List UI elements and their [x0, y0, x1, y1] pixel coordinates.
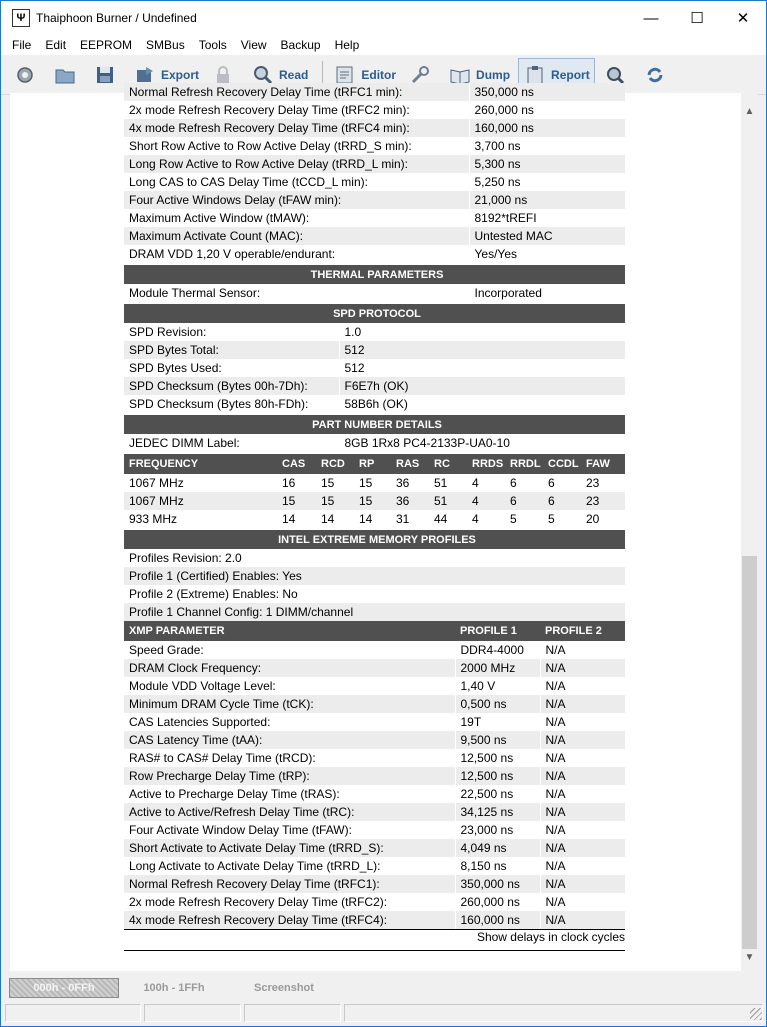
xmp-cell: N/A	[540, 677, 625, 695]
frequency-cell: 51	[429, 492, 467, 510]
section-header-xmp: INTEL EXTREME MEMORY PROFILES	[124, 529, 625, 549]
frequency-cell: 14	[277, 510, 316, 528]
xmp-cell: N/A	[540, 857, 625, 875]
field-label: Maximum Activate Count (MAC):	[124, 227, 469, 245]
menu-bar	[1, 35, 766, 55]
xmp-cell: 12,500 ns	[455, 767, 540, 785]
frequency-cell: 1067 MHz	[124, 474, 277, 492]
resize-grip-icon[interactable]	[750, 1008, 762, 1020]
field-label: SPD Checksum (Bytes 00h-7Dh):	[124, 377, 339, 395]
xmp-row	[124, 857, 625, 875]
frequency-cell: 5	[505, 510, 543, 528]
xmp-cell: DRAM Clock Frequency:	[124, 659, 455, 677]
frequency-cell: 44	[429, 510, 467, 528]
dump-label: Dump	[476, 67, 511, 82]
xmp-cell: Normal Refresh Recovery Delay Time (tRFC1):	[124, 875, 455, 893]
field-label: 2x mode Refresh Recovery Delay Time (tRFC2 min):	[124, 101, 469, 119]
menu-view[interactable]: View	[240, 38, 267, 52]
timing-row	[124, 191, 625, 209]
status-bar	[1, 1002, 766, 1024]
xmp-cell: N/A	[540, 641, 625, 659]
timing-table	[124, 83, 625, 263]
xmp-row	[124, 695, 625, 713]
save-button[interactable]	[89, 58, 125, 92]
spd-row	[124, 341, 625, 359]
xmp-row	[124, 839, 625, 857]
report-view[interactable]	[10, 85, 741, 971]
frequency-row	[124, 510, 625, 528]
xmp-cell: Four Activate Window Delay Time (tFAW):	[124, 821, 455, 839]
xmp-cell: 350,000 ns	[455, 875, 540, 893]
xmp-cell: 22,500 ns	[455, 785, 540, 803]
xmp-cell: 4,049 ns	[455, 839, 540, 857]
frequency-cell: 15	[316, 474, 354, 492]
xmp-cell: 4x mode Refresh Recovery Delay Time (tRFC4):	[124, 911, 455, 929]
show-delays-link[interactable]: Show delays in clock cycles	[476, 930, 625, 944]
section-header-thermal: THERMAL PARAMETERS	[124, 264, 625, 284]
xmp-cell: Row Precharge Delay Time (tRP):	[124, 767, 455, 785]
report-document	[124, 83, 625, 951]
xmp-info-row	[124, 603, 625, 621]
spd-row	[124, 359, 625, 377]
xmp-cell: N/A	[540, 659, 625, 677]
title-bar	[1, 1, 766, 35]
scroll-down-icon[interactable]: ▼	[744, 952, 755, 963]
xmp-info-row	[124, 549, 625, 567]
xmp-cell: N/A	[540, 695, 625, 713]
frequency-cell: 15	[316, 492, 354, 510]
xmp-cell: 2000 MHz	[455, 659, 540, 677]
xmp-cell: 9,500 ns	[455, 731, 540, 749]
page-tabs	[1, 976, 766, 1000]
thermal-table	[124, 263, 625, 302]
status-panel	[144, 1004, 241, 1022]
column-header: RAS	[391, 454, 429, 474]
xmp-row	[124, 677, 625, 695]
xmp-cell: N/A	[540, 731, 625, 749]
menu-backup[interactable]: Backup	[280, 38, 321, 52]
field-label: Long CAS to CAS Delay Time (tCCD_L min):	[124, 173, 469, 191]
column-header: CCDL	[543, 454, 581, 474]
xmp-cell: Active to Precharge Delay Time (tRAS):	[124, 785, 455, 803]
frequency-cell: 6	[543, 492, 581, 510]
field-value: Untested MAC	[469, 227, 625, 245]
status-panel	[5, 1004, 141, 1022]
folder-icon	[53, 63, 77, 87]
xmp-cell: CAS Latencies Supported:	[124, 713, 455, 731]
column-header: CAS	[277, 454, 316, 474]
xmp-row	[124, 749, 625, 767]
xmp-cell: 260,000 ns	[455, 893, 540, 911]
timing-row	[124, 119, 625, 137]
frequency-cell: 4	[467, 492, 505, 510]
frequency-cell: 933 MHz	[124, 510, 277, 528]
field-value: 5,250 ns	[469, 173, 625, 191]
field-value: 260,000 ns	[469, 101, 625, 119]
xmp-row	[124, 731, 625, 749]
xmp-info-row	[124, 567, 625, 585]
xmp-cell: 8,150 ns	[455, 857, 540, 875]
spd-row	[124, 377, 625, 395]
field-label: 4x mode Refresh Recovery Delay Time (tRFC4 min):	[124, 119, 469, 137]
tab-page-1[interactable]: 100h - 1FFh	[143, 982, 205, 994]
column-header: RRDL	[505, 454, 543, 474]
xmp-cell: Speed Grade:	[124, 641, 455, 659]
timing-row	[124, 173, 625, 191]
timing-row	[124, 155, 625, 173]
read-label: Read	[279, 67, 309, 82]
section-header-spd: SPD PROTOCOL	[124, 303, 625, 323]
field-label: SPD Bytes Total:	[124, 341, 339, 359]
xmp-row	[124, 803, 625, 821]
xmp-cell: 0,500 ns	[455, 695, 540, 713]
frequency-cell: 15	[354, 474, 391, 492]
frequency-cell: 23	[581, 474, 625, 492]
xmp-cell: N/A	[540, 839, 625, 857]
field-value: 350,000 ns	[469, 83, 625, 101]
xmp-row	[124, 641, 625, 659]
frequency-cell: 5	[543, 510, 581, 528]
field-value: 512	[339, 359, 625, 377]
menu-eeprom[interactable]: EEPROM	[80, 38, 133, 52]
field-label: JEDEC DIMM Label:	[124, 434, 339, 452]
frequency-cell: 31	[391, 510, 429, 528]
part-table	[124, 413, 625, 452]
report-label: Report	[551, 67, 590, 82]
menu-tools[interactable]: Tools	[198, 38, 227, 52]
spd-row	[124, 395, 625, 413]
xmp-row	[124, 875, 625, 893]
xmp-cell: N/A	[540, 749, 625, 767]
column-header: XMP PARAMETER	[124, 621, 455, 641]
xmp-cell: N/A	[540, 803, 625, 821]
close-button[interactable]: ✕	[736, 10, 750, 27]
field-label: Module Thermal Sensor:	[124, 284, 469, 302]
frequency-header-row	[124, 454, 625, 474]
xmp-cell: N/A	[540, 785, 625, 803]
frequency-cell: 15	[354, 492, 391, 510]
column-header: RC	[429, 454, 467, 474]
column-header: FREQUENCY	[124, 454, 277, 474]
vertical-scrollbar[interactable]	[741, 93, 758, 971]
xmp-cell: N/A	[540, 893, 625, 911]
xmp-cell: 23,000 ns	[455, 821, 540, 839]
field-label: Four Active Windows Delay (tFAW min):	[124, 191, 469, 209]
status-panel	[344, 1004, 763, 1022]
timing-row	[124, 83, 625, 101]
xmp-cell: 160,000 ns	[455, 911, 540, 929]
column-header: RP	[354, 454, 391, 474]
field-value: Yes/Yes	[469, 245, 625, 263]
field-label: SPD Revision:	[124, 323, 339, 341]
timing-row	[124, 227, 625, 245]
xmp-cell: 34,125 ns	[455, 803, 540, 821]
frequency-cell: 1067 MHz	[124, 492, 277, 510]
xmp-row	[124, 911, 625, 929]
xmp-info-text: Profiles Revision: 2.0	[124, 549, 625, 567]
refresh-icon	[643, 63, 667, 87]
maximize-button[interactable]: ☐	[690, 10, 704, 27]
editor-label: Editor	[361, 67, 397, 82]
frequency-cell: 23	[581, 492, 625, 510]
column-header: FAW	[581, 454, 625, 474]
timing-row	[124, 137, 625, 155]
xmp-row	[124, 713, 625, 731]
section-header-part: PART NUMBER DETAILS	[124, 414, 625, 434]
timing-row	[124, 245, 625, 263]
open-button[interactable]	[49, 58, 85, 92]
frequency-cell: 16	[277, 474, 316, 492]
xmp-cell: 1,40 V	[455, 677, 540, 695]
xmp-cell: CAS Latency Time (tAA):	[124, 731, 455, 749]
frequency-row	[124, 474, 625, 492]
frequency-cell: 14	[354, 510, 391, 528]
timing-row	[124, 101, 625, 119]
field-value: 3,700 ns	[469, 137, 625, 155]
tab-page-0[interactable]: 000h - 0FFh	[9, 978, 119, 998]
xmp-cell: N/A	[540, 911, 625, 929]
frequency-row	[124, 492, 625, 510]
window-title: Thaiphoon Burner / Undefined	[36, 11, 197, 25]
footer-divider	[124, 950, 625, 951]
field-label: DRAM VDD 1,20 V operable/endurant:	[124, 245, 469, 263]
frequency-cell: 14	[316, 510, 354, 528]
xmp-cell: N/A	[540, 713, 625, 731]
frequency-cell: 36	[391, 474, 429, 492]
xmp-row	[124, 785, 625, 803]
field-label: Normal Refresh Recovery Delay Time (tRFC1 min):	[124, 83, 469, 101]
xmp-cell: N/A	[540, 767, 625, 785]
export-label: Export	[161, 67, 200, 82]
column-header: PROFILE 2	[540, 621, 625, 641]
gear-icon	[13, 63, 37, 87]
minimize-button[interactable]: —	[643, 9, 659, 27]
app-logo-icon: Ψ	[12, 9, 30, 27]
xmp-row	[124, 893, 625, 911]
settings-button[interactable]	[9, 58, 45, 92]
field-value: 5,300 ns	[469, 155, 625, 173]
xmp-cell: Module VDD Voltage Level:	[124, 677, 455, 695]
xmp-cell: Short Activate to Activate Delay Time (tRRD_S):	[124, 839, 455, 857]
spd-row	[124, 323, 625, 341]
frequency-cell: 6	[505, 474, 543, 492]
xmp-header-row	[124, 621, 625, 641]
xmp-cell: 2x mode Refresh Recovery Delay Time (tRFC2):	[124, 893, 455, 911]
xmp-row	[124, 767, 625, 785]
xmp-cell: Active to Active/Refresh Delay Time (tRC):	[124, 803, 455, 821]
field-value: 58B6h (OK)	[339, 395, 625, 413]
menu-smbus[interactable]: SMBus	[146, 38, 185, 52]
column-header: RRDS	[467, 454, 505, 474]
frequency-cell: 6	[543, 474, 581, 492]
frequency-cell: 4	[467, 510, 505, 528]
xmp-cell: RAS# to CAS# Delay Time (tRCD):	[124, 749, 455, 767]
refresh-button[interactable]	[639, 58, 675, 92]
xmp-info-text: Profile 1 (Certified) Enables: Yes	[124, 567, 625, 585]
xmp-cell: 12,500 ns	[455, 749, 540, 767]
xmp-row	[124, 659, 625, 677]
frequency-cell: 20	[581, 510, 625, 528]
xmp-cell: N/A	[540, 821, 625, 839]
frequency-cell: 4	[467, 474, 505, 492]
column-header: RCD	[316, 454, 354, 474]
field-value: 512	[339, 341, 625, 359]
spd-table	[124, 302, 625, 413]
xmp-cell: N/A	[540, 875, 625, 893]
menu-file[interactable]: File	[12, 38, 32, 52]
xmp-cell: DDR4-4000	[455, 641, 540, 659]
floppy-disk-icon	[93, 63, 117, 87]
frequency-cell: 6	[505, 492, 543, 510]
xmp-info-text: Profile 2 (Extreme) Enables: No	[124, 585, 625, 603]
xmp-cell: Minimum DRAM Cycle Time (tCK):	[124, 695, 455, 713]
tab-screenshot[interactable]: Screenshot	[254, 982, 314, 994]
field-label: Long Row Active to Row Active Delay (tRRD_L min):	[124, 155, 469, 173]
field-value: 1.0	[339, 323, 625, 341]
field-value: 160,000 ns	[469, 119, 625, 137]
field-value: Incorporated	[469, 284, 625, 302]
scroll-up-icon[interactable]: ▲	[744, 106, 755, 117]
field-value: F6E7h (OK)	[339, 377, 625, 395]
status-panel	[244, 1004, 341, 1022]
xmp-cell: Long Activate to Activate Delay Time (tRRD_L):	[124, 857, 455, 875]
field-label: Short Row Active to Row Active Delay (tRRD_S min):	[124, 137, 469, 155]
frequency-cell: 36	[391, 492, 429, 510]
field-label: Maximum Active Window (tMAW):	[124, 209, 469, 227]
scrollbar-thumb[interactable]	[742, 556, 757, 949]
window-controls	[628, 1, 766, 35]
xmp-row	[124, 821, 625, 839]
menu-edit[interactable]: Edit	[45, 38, 67, 52]
timing-row	[124, 209, 625, 227]
frequency-cell: 51	[429, 474, 467, 492]
field-value: 21,000 ns	[469, 191, 625, 209]
xmp-cell: 19T	[455, 713, 540, 731]
field-label: SPD Bytes Used:	[124, 359, 339, 377]
column-header: PROFILE 1	[455, 621, 540, 641]
field-value: 8192*tREFI	[469, 209, 625, 227]
part-row	[124, 434, 625, 452]
xmp-parameter-table	[124, 621, 625, 929]
xmp-info-text: Profile 1 Channel Config: 1 DIMM/channel	[124, 603, 625, 621]
xmp-info-table	[124, 528, 625, 621]
frequency-table	[124, 454, 625, 528]
menu-help[interactable]: Help	[334, 38, 360, 52]
field-label: SPD Checksum (Bytes 80h-FDh):	[124, 395, 339, 413]
frequency-cell: 15	[277, 492, 316, 510]
thermal-row	[124, 284, 625, 302]
field-value: 8GB 1Rx8 PC4-2133P-UA0-10	[339, 434, 625, 452]
xmp-info-row	[124, 585, 625, 603]
